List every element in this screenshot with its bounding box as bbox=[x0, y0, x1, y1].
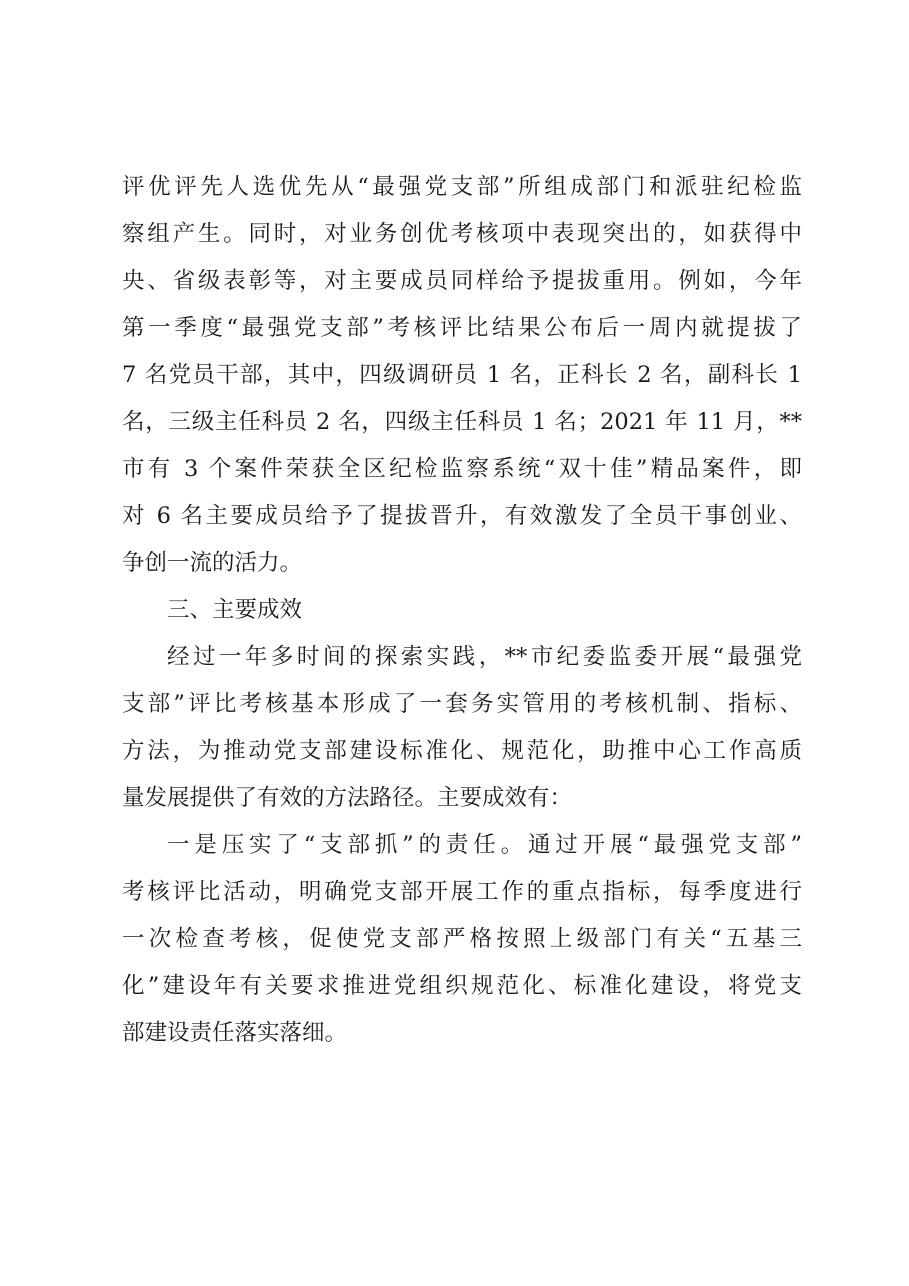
text-line: 对 6 名主要成员给予了提拔晋升，有效激发了全员干事创业、 bbox=[122, 503, 802, 529]
text-line: 7 名党员干部，其中，四级调研员 1 名，正科长 2 名，副科长 1 bbox=[122, 362, 802, 388]
text-line: 考核评比活动，明确党支部开展工作的重点指标，每季度进行 bbox=[122, 879, 802, 905]
text-line: 第一季度“最强党支部”考核评比结果公布后一周内就提拔了 bbox=[122, 315, 802, 341]
text-line: 察组产生。同时，对业务创优考核项中表现突出的，如获得中 bbox=[122, 221, 802, 247]
text-line: 支部”评比考核基本形成了一套务实管用的考核机制、指标、 bbox=[122, 691, 802, 717]
section-heading: 三、主要成效 bbox=[167, 597, 303, 623]
document-body bbox=[122, 164, 802, 1057]
text-line: 市有 3 个案件荣获全区纪检监察系统“双十佳”精品案件，即 bbox=[122, 456, 802, 482]
text-line: 经过一年多时间的探索实践，**市纪委监委开展“最强党 bbox=[167, 644, 802, 670]
text-line: 一次检查考核，促使党支部严格按照上级部门有关“五基三 bbox=[122, 926, 802, 952]
text-line: 一是压实了“支部抓”的责任。通过开展“最强党支部” bbox=[167, 832, 802, 858]
text-line: 方法，为推动党支部建设标准化、规范化，助推中心工作高质 bbox=[122, 738, 802, 764]
text-line: 争创一流的活力。 bbox=[122, 550, 303, 576]
text-line: 量发展提供了有效的方法路径。主要成效有： bbox=[122, 785, 573, 811]
text-line: 央、省级表彰等，对主要成员同样给予提拔重用。例如，今年 bbox=[122, 268, 802, 294]
text-line: 化”建设年有关要求推进党组织规范化、标准化建设，将党支 bbox=[122, 973, 802, 999]
text-line: 名，三级主任科员 2 名，四级主任科员 1 名；2021 年 11 月，** bbox=[122, 409, 802, 435]
text-line: 评优评先人选优先从“最强党支部”所组成部门和派驻纪检监 bbox=[122, 174, 802, 200]
text-line: 部建设责任落实落细。 bbox=[122, 1020, 348, 1046]
